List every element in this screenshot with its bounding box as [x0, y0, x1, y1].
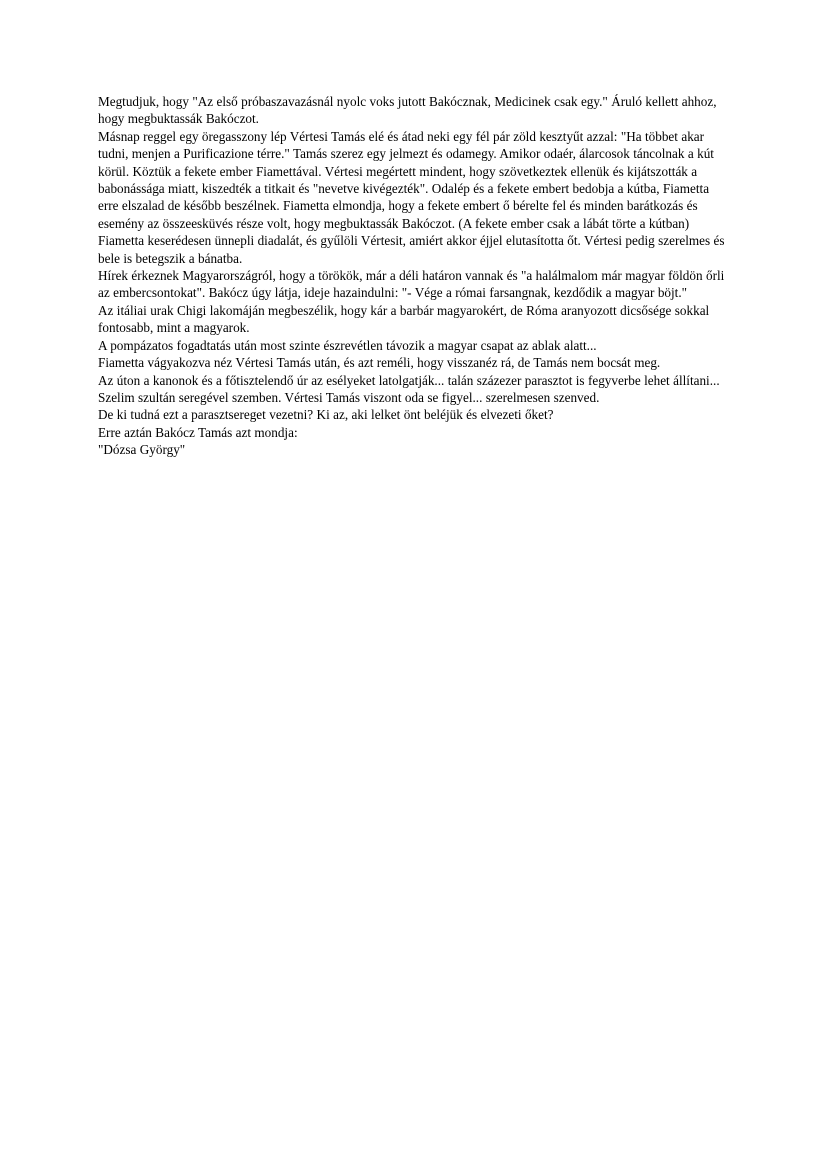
paragraph: "Dózsa György"	[98, 442, 186, 458]
paragraph: Fiametta vágyakozva néz Vértesi Tamás után, és azt reméli, hogy visszanéz rá, de Tamás nem bocsát meg.	[98, 355, 661, 371]
paragraph: Az itáliai urak Chigi lakomáján megbeszélik, hogy kár a barbár magyarokért, de Róma aranyozott dicsősége sokkal fontosabb, mint a magyarok.	[98, 302, 710, 336]
paragraph: Megtudjuk, hogy "Az első próbaszavazásnál nyolc voks jutott Bakócznak, Medicinek csak egy." Áruló kellett ahhoz, hogy megbuktassák Bakóczot.	[98, 94, 717, 127]
paragraph: Erre aztán Bakócz Tamás azt mondja:	[98, 424, 298, 440]
paragraph: A pompázatos fogadtatás után most szinte észrevétlen távozik a magyar csapat az ablak alatt...	[98, 337, 597, 353]
paragraph: Hírek érkeznek Magyarországról, hogy a törökök, már a déli határon vannak és "a halálmalom már magyar földön őrli az embercsontokat". Bakócz úgy látja, ideje hazaindulni: "- Vége a római farsangnak, kezdődik a magyar böjt."	[98, 268, 725, 301]
paragraph: Fiametta keserédesen ünnepli diadalát, és gyűlöli Vértesit, amiért akkor éjjel elutasította őt. Vértesi pedig szerelmes és bele is betegszik a bánatba.	[98, 233, 725, 266]
paragraph: Másnap reggel egy öregasszony lép Vértesi Tamás elé és átad neki egy fél pár zöld kesztyűt azzal: "Ha többet akar tudni, menjen a Purificazione térre." Tamás szerez egy jelmezt és odamegy. Amikor odaér, álarcosok táncolnak a kút körül. Köztük a fekete ember Fiamettával. Vértesi megértett mindent, hogy szövetkeztek ellenük és kijátszották a babonássága miatt, kiszedték a titkait és "nevetve kivégezték". Odalép és a fekete embert bedobja a kútba, Fiametta erre elszalad de később beszélnek. Fiametta elmondja, hogy a fekete embert ő bérelte fel és minden barátkozás és esemény az összeesküvés része volt, hogy megbuktassák Bakóczot. (A fekete ember csak a lábát törte a kútban)	[98, 128, 714, 231]
paragraph: Az úton a kanonok és a főtisztelendő úr az esélyeket latolgatják... talán százezer parasztot is fegyverbe lehet állítani... Szelim szultán seregével szemben. Vértesi Tamás viszont oda se figyel... szerelmesen szenved.	[98, 372, 720, 405]
document-text-body	[98, 93, 732, 459]
paragraph: De ki tudná ezt a parasztsereget vezetni? Ki az, aki lelket önt beléjük és elvezeti őket?	[98, 407, 554, 423]
